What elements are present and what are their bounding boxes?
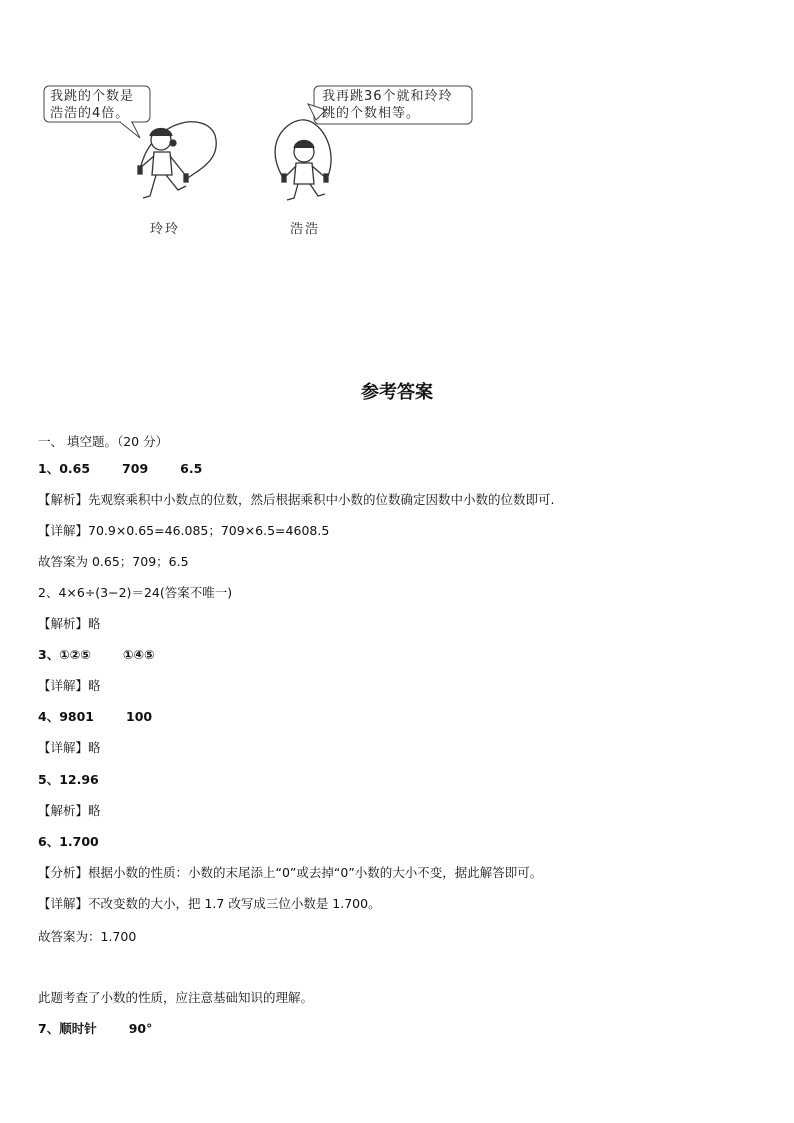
q1-final: 故答案为 0.65；709；6.5 [38,554,189,569]
q4-value-a: 9801 [59,709,94,724]
girl-figure [138,122,216,198]
q4-number: 4、 [38,709,60,724]
q4-note: 【详解】略 [38,740,101,755]
right-bubble-line-1: 我再跳36个就和玲玲 [322,89,453,104]
q1-answer [38,459,202,477]
section-heading: 一、 填空题。（20 分） [38,434,169,449]
q5-note: 【解析】略 [38,803,101,818]
q1-value-c: 6.5 [180,461,203,476]
q1-number: 1、 [38,461,60,476]
q2-note: 【解析】略 [38,616,101,631]
q6-analysis: 【分析】根据小数的性质：小数的末尾添上“0”或去掉“0”小数的大小不变，据此解答即可。 [38,865,543,880]
left-bubble-text [50,88,134,122]
q3-note: 【详解】略 [38,678,101,693]
boy-figure [275,120,331,200]
q3-answer [38,645,155,663]
q2-answer: 2、4×6÷(3−2)＝24(答案不唯一) [38,585,233,600]
girl-name-label: 玲玲 [150,222,181,237]
q1-analysis: 【解析】先观察乘积中小数点的位数，然后根据乘积中小数的位数确定因数中小数的位数即可. [38,492,555,507]
q7-number: 7、 [38,1021,60,1036]
q1-value-a: 0.65 [59,461,91,476]
left-bubble-line-1: 我跳的个数是 [50,89,135,104]
q6-final: 故答案为：1.700 [38,929,137,944]
q7-answer [38,1019,152,1037]
q4-value-b: 100 [126,709,153,724]
boy-name-label: 浩浩 [290,222,321,237]
q6-answer: 6、1.700 [38,834,99,849]
right-bubble-line-2: 跳的个数相等。 [322,106,421,121]
q1-detail: 【详解】70.9×0.65=46.085；709×6.5=4608.5 [38,523,330,538]
q3-number: 3、 [38,647,60,662]
q4-answer [38,707,152,725]
q3-value-b: ①④⑤ [122,647,155,662]
q1-value-b: 709 [122,461,149,476]
q6-comment: 此题考查了小数的性质，应注意基础知识的理解。 [38,990,314,1005]
q7-value-b: 90° [128,1021,153,1036]
q5-answer: 5、12.96 [38,772,99,787]
q3-value-a: ①②⑤ [59,647,91,662]
answer-title: 参考答案 [361,382,433,403]
q7-value-a: 顺时针 [59,1021,97,1036]
right-bubble-text [322,88,453,122]
q6-detail: 【详解】不改变数的大小，把 1.7 改写成三位小数是 1.700。 [38,896,381,911]
jump-rope-illustration [0,0,794,250]
left-bubble-line-2: 浩浩的4倍。 [50,106,130,121]
